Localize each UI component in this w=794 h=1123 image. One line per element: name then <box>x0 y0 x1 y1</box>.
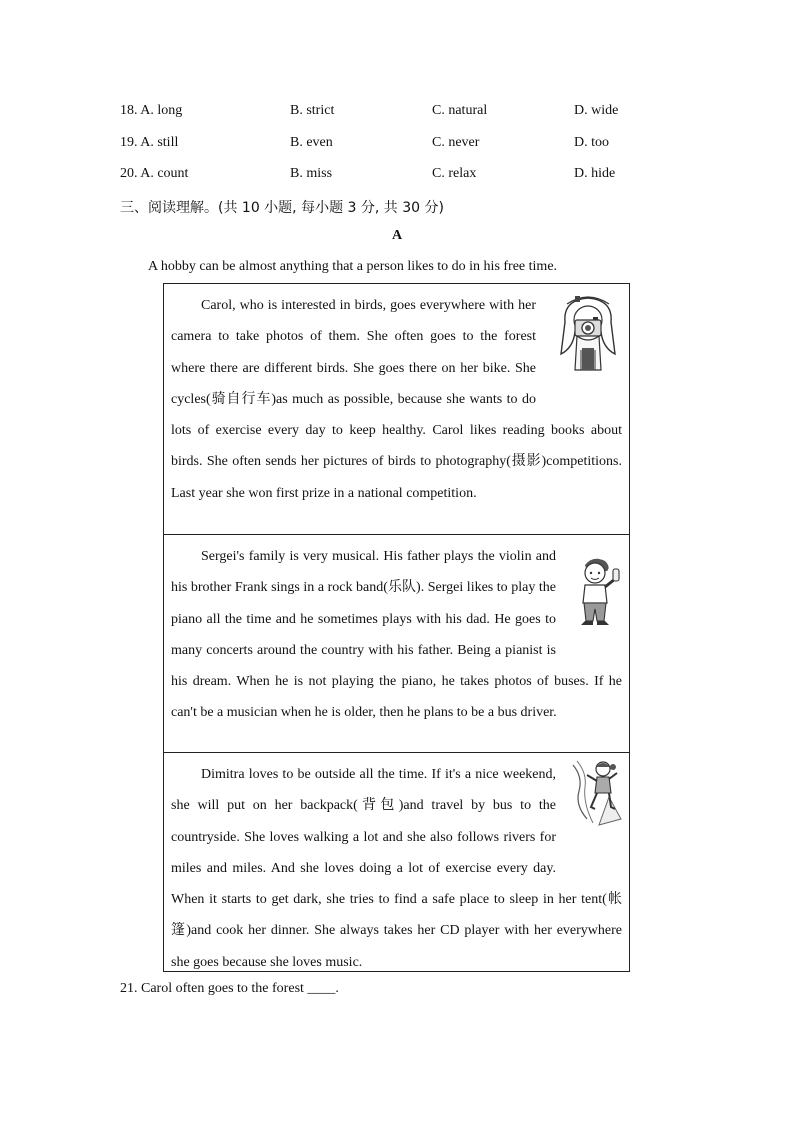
section-title <box>120 197 444 217</box>
passage-letter: A <box>391 228 403 243</box>
option-20-b: B. miss <box>290 166 333 181</box>
passage-box-sergei <box>163 534 630 753</box>
section-title-text: 三、阅读理解。(共 10 小题, 每小题 3 分, 共 30 分) <box>120 200 444 216</box>
paragraph-carol <box>171 290 622 509</box>
paragraph-dimitra-text: Dimitra loves to be outside all the time. If it's a nice weekend, she will put on her backpack(背包)and travel by bus to the countryside. She loves walking a lot and she also follows rivers for miles and miles. And she loves doing a lot of exercise every day. When it starts to get dark, she tries to find a safe place to sleep in her tent(帐篷)and cook her dinner. She always takes her CD player with her everywhere she goes because she loves music. <box>171 767 622 970</box>
option-18-c: C. natural <box>432 103 488 118</box>
option-19-a: 19. A. still <box>120 135 179 150</box>
option-20-d: D. hide <box>574 166 616 181</box>
paragraph-sergei-text: Sergei's family is very musical. His father plays the violin and his brother Frank sings in a rock band(乐队). Sergei likes to play the piano all the time and he sometimes plays with his dad. He goes to many concerts around the country with his father. Being a pianist is his dream. When he is not playing the piano, he takes photos of buses. If he can't be a musician when he is older, then he plans to be a bus driver. <box>171 549 622 721</box>
options-row-18 <box>120 103 680 123</box>
passage-box-carol <box>163 283 630 535</box>
option-20-c: C. relax <box>432 166 477 181</box>
option-18-a: 18. A. long <box>120 103 183 118</box>
paragraph-dimitra <box>171 759 622 978</box>
options-row-19 <box>120 135 680 155</box>
option-20-a: 20. A. count <box>120 166 189 181</box>
option-19-c: C. never <box>432 135 480 150</box>
question-21: 21. Carol often goes to the forest ____. <box>120 981 339 996</box>
paragraph-carol-text: Carol, who is interested in birds, goes everywhere with her camera to take photos of them. She often goes to the forest where there are different birds. She goes there on her bike. She cycles(骑自行车)as much as possible, because she wants to do lots of exercise every day to keep healthy. Carol likes reading books about birds. She often sends her pictures of birds to photography(摄影)competitions. Last year she won first prize in a national competition. <box>171 298 622 501</box>
paragraph-sergei <box>171 541 622 729</box>
passage-intro: A hobby can be almost anything that a person likes to do in his free time. <box>148 259 558 274</box>
options-row-20 <box>120 166 680 186</box>
option-19-d: D. too <box>574 135 609 150</box>
option-18-b: B. strict <box>290 103 335 118</box>
option-19-b: B. even <box>290 135 333 150</box>
passage-box-dimitra <box>163 752 630 972</box>
option-18-d: D. wide <box>574 103 619 118</box>
